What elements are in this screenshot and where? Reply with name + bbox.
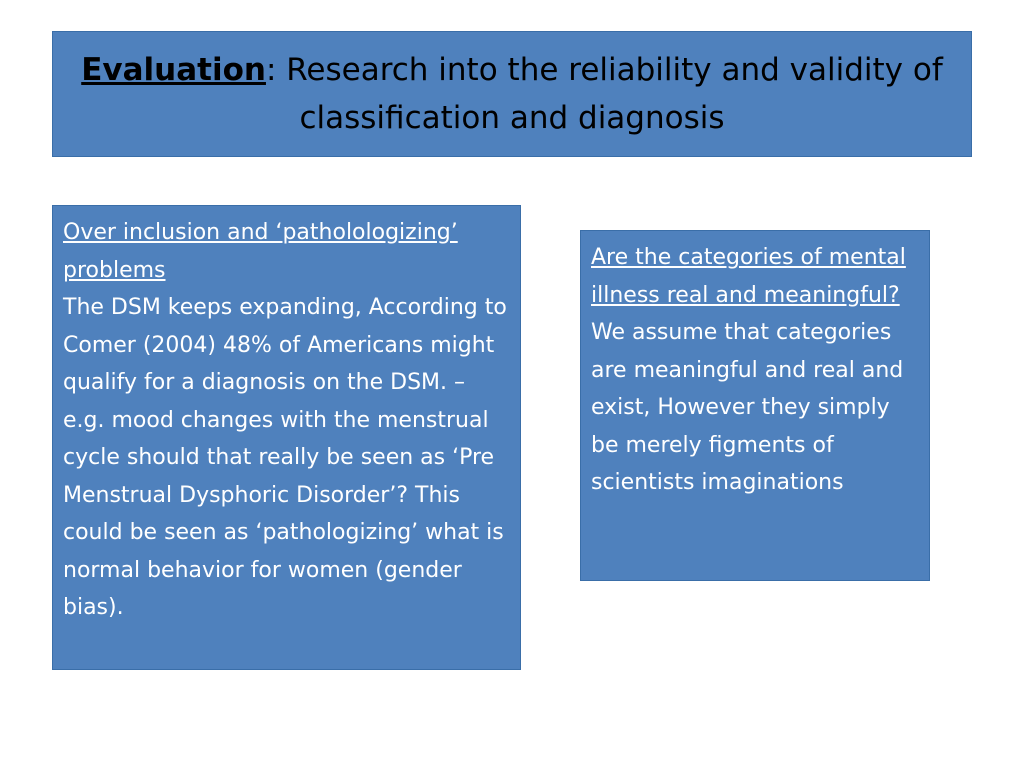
left-text-panel (52, 205, 521, 670)
title-text: : Research into the reliability and validity of classification and diagnosis (265, 52, 943, 136)
left-panel-heading: Over inclusion and ‘patholologizing’ problems (63, 220, 458, 283)
slide-title (69, 46, 955, 142)
title-keyword: Evaluation (81, 52, 266, 88)
left-panel-body: The DSM keeps expanding, According to Comer (2004) 48% of Americans might qualify for a diagnosis on the DSM. – e.g. mood changes with the menstrual cycle should that really be seen as ‘Pre Menstrual Dysphoric Disorder’? This could be seen as ‘pathologizing’ what is normal behavior for women (gender bias). (63, 295, 507, 620)
right-panel-heading: Are the categories of mental illness real and meaningful? (591, 245, 906, 308)
title-box (52, 31, 972, 157)
right-panel-body: We assume that categories are meaningful and real and exist, However they simply be merely figments of scientists imaginations (591, 320, 904, 495)
right-text-panel (580, 230, 930, 581)
